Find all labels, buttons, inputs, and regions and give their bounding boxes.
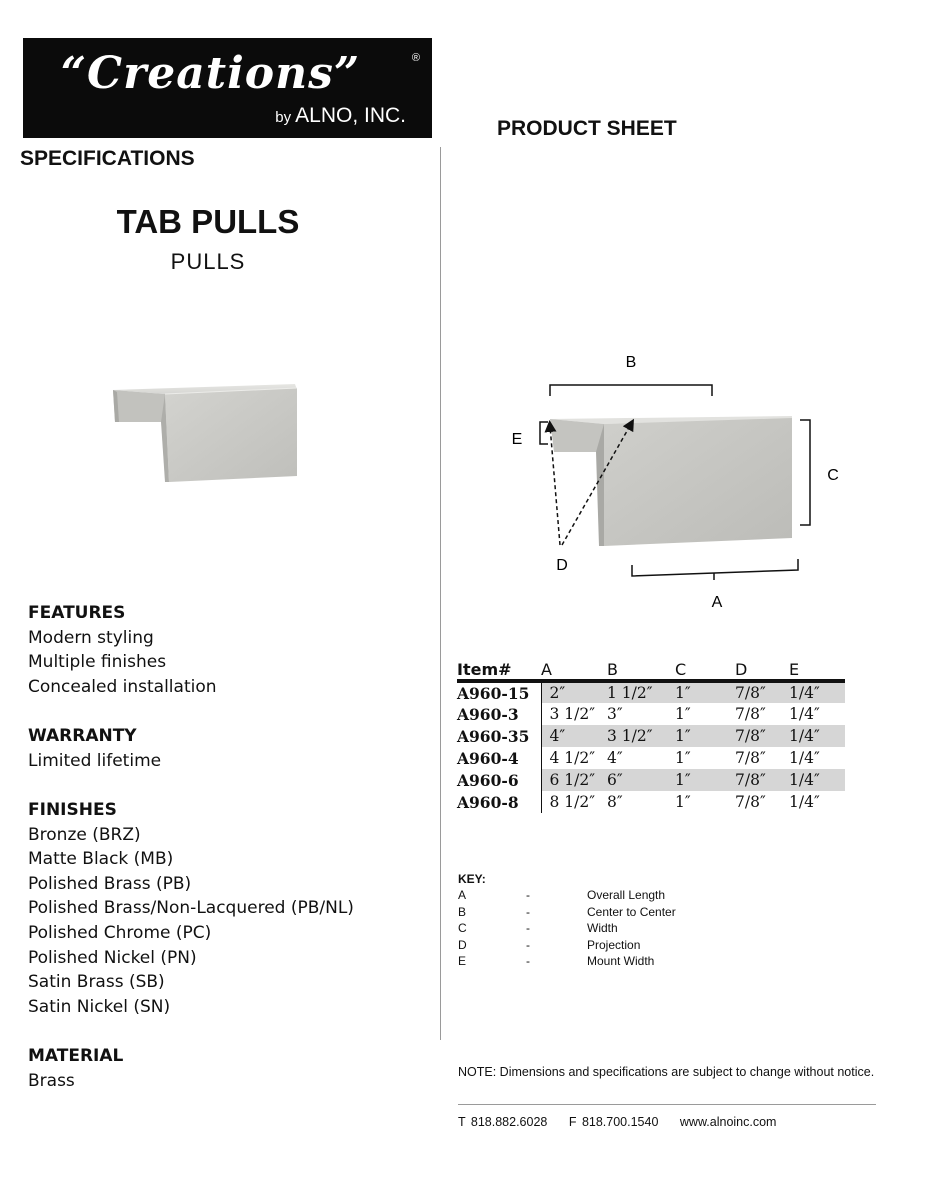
features-heading: FEATURES bbox=[28, 603, 126, 623]
cell-d: 7/8″ bbox=[735, 681, 789, 703]
table-row bbox=[457, 725, 845, 747]
cell-item: A960-8 bbox=[457, 792, 519, 812]
key-dash: - bbox=[526, 888, 530, 902]
dimension-d-label: D bbox=[556, 557, 568, 574]
specifications-heading: SPECIFICATIONS bbox=[20, 147, 195, 170]
dimension-c-label: C bbox=[827, 467, 839, 484]
product-title: TAB PULLS bbox=[116, 203, 300, 240]
warranty-item: Limited lifetime bbox=[28, 750, 162, 771]
cell-c: 1″ bbox=[675, 749, 691, 767]
table-header-row bbox=[457, 659, 845, 681]
key-dash: - bbox=[526, 904, 530, 919]
logo-by: by bbox=[275, 109, 292, 126]
cell-a: 4″ bbox=[541, 725, 607, 747]
product-image bbox=[105, 378, 305, 486]
cell-b: 6″ bbox=[607, 769, 675, 791]
finish-item: Polished Chrome (PC) bbox=[28, 922, 212, 943]
product-category: PULLS bbox=[170, 249, 246, 274]
cell-e: 1/4″ bbox=[789, 749, 820, 767]
key-description: Width bbox=[587, 921, 618, 935]
table-row bbox=[457, 681, 845, 703]
cell-d: 7/8″ bbox=[735, 725, 789, 747]
key-list bbox=[458, 887, 758, 970]
header-item: Item# bbox=[457, 659, 541, 681]
cell-a: 3 1/2″ bbox=[541, 703, 607, 725]
dimension-c-bracket bbox=[800, 420, 810, 525]
cell-e: 1/4″ bbox=[789, 769, 845, 791]
product-sheet-heading: PRODUCT SHEET bbox=[497, 117, 677, 140]
contact-info bbox=[458, 1115, 792, 1129]
header-c: C bbox=[675, 659, 735, 681]
finish-item: Satin Brass (SB) bbox=[28, 972, 165, 993]
cell-item: A960-35 bbox=[457, 726, 530, 746]
cell-b: 1 1/2″ bbox=[607, 681, 675, 703]
dimension-a-bracket bbox=[632, 559, 798, 576]
dimension-b-bracket bbox=[550, 385, 712, 396]
features-section bbox=[28, 601, 217, 699]
finish-item: Satin Nickel (SN) bbox=[28, 996, 171, 1017]
feature-item: Modern styling bbox=[28, 627, 154, 648]
table-row bbox=[457, 791, 845, 813]
header-d: D bbox=[735, 659, 789, 681]
key-letter: C bbox=[458, 921, 467, 935]
cell-item: A960-15 bbox=[457, 683, 530, 703]
key-description: Projection bbox=[587, 937, 641, 952]
cell-d: 7/8″ bbox=[735, 705, 766, 723]
warranty-section bbox=[28, 724, 161, 773]
key-description: Center to Center bbox=[587, 904, 676, 919]
finish-item: Polished Brass/Non-Lacquered (PB/NL) bbox=[28, 898, 354, 919]
cell-b: 3″ bbox=[607, 705, 623, 723]
finish-item: Matte Black (MB) bbox=[28, 849, 174, 870]
key-letter: D bbox=[458, 937, 467, 952]
cell-e: 1/4″ bbox=[789, 793, 820, 811]
cell-a: 8 1/2″ bbox=[541, 791, 607, 813]
diagram-tab bbox=[550, 419, 604, 452]
cell-e: 1/4″ bbox=[789, 705, 820, 723]
header-e: E bbox=[789, 659, 845, 681]
dimension-e-bracket bbox=[540, 422, 548, 444]
key-title: KEY: bbox=[458, 872, 486, 886]
table-row bbox=[457, 747, 845, 769]
material-section bbox=[28, 1044, 123, 1093]
key-dash: - bbox=[526, 954, 530, 968]
key-description: Overall Length bbox=[587, 888, 666, 902]
diagram-front-face bbox=[604, 418, 792, 546]
key-description: Mount Width bbox=[587, 954, 655, 968]
cell-a: 2″ bbox=[541, 681, 607, 703]
dimension-b-label: B bbox=[625, 354, 637, 371]
cell-c: 1″ bbox=[675, 769, 735, 791]
cell-a: 6 1/2″ bbox=[541, 769, 607, 791]
phone-number: T 818.882.6028 bbox=[458, 1115, 548, 1129]
cell-b: 8″ bbox=[607, 793, 623, 811]
finishes-section bbox=[28, 798, 354, 1019]
brand-logo bbox=[23, 38, 432, 138]
cell-item: A960-4 bbox=[457, 748, 519, 768]
dimension-diagram bbox=[500, 340, 860, 615]
table-row bbox=[457, 703, 845, 725]
header-a: A bbox=[541, 659, 607, 681]
key-row bbox=[458, 904, 758, 921]
cell-e: 1/4″ bbox=[789, 681, 845, 703]
key-letter: E bbox=[458, 954, 467, 968]
cell-c: 1″ bbox=[675, 793, 691, 811]
disclaimer-note: NOTE: Dimensions and specifications are subject to change without notice. bbox=[458, 1065, 875, 1079]
logo-company-name: ALNO, INC. bbox=[295, 104, 406, 127]
table-row bbox=[457, 769, 845, 791]
cell-b: 3 1/2″ bbox=[607, 725, 675, 747]
finish-item: Polished Brass (PB) bbox=[28, 873, 192, 894]
cell-d: 7/8″ bbox=[735, 769, 789, 791]
vertical-divider bbox=[440, 147, 441, 1040]
logo-brand-name: “Creations” bbox=[60, 48, 361, 99]
fax-number: F 818.700.1540 bbox=[568, 1115, 659, 1129]
key-letter: A bbox=[458, 888, 467, 902]
finish-item: Polished Nickel (PN) bbox=[28, 947, 197, 968]
cell-e: 1/4″ bbox=[789, 725, 845, 747]
dimensions-table bbox=[457, 659, 845, 813]
website-link[interactable]: www.alnoinc.com bbox=[679, 1115, 777, 1129]
cell-c: 1″ bbox=[675, 681, 735, 703]
feature-item: Concealed installation bbox=[28, 676, 217, 697]
finish-item: Bronze (BRZ) bbox=[28, 824, 141, 845]
key-row bbox=[458, 887, 758, 904]
cell-d: 7/8″ bbox=[735, 749, 766, 767]
cell-d: 7/8″ bbox=[735, 793, 766, 811]
cell-item: A960-6 bbox=[457, 770, 519, 790]
dimension-e-label: E bbox=[511, 431, 523, 448]
feature-item: Multiple finishes bbox=[28, 652, 167, 673]
footer-divider bbox=[458, 1104, 876, 1105]
cell-item: A960-3 bbox=[457, 704, 519, 724]
key-letter: B bbox=[458, 904, 467, 919]
cell-b: 4″ bbox=[607, 749, 623, 767]
logo-registered-mark: ® bbox=[411, 52, 420, 64]
cell-c: 1″ bbox=[675, 725, 735, 747]
finishes-heading: FINISHES bbox=[28, 800, 117, 820]
key-dash: - bbox=[526, 937, 530, 952]
key-row bbox=[458, 920, 758, 937]
dimension-a-label: A bbox=[711, 594, 723, 611]
material-item: Brass bbox=[28, 1070, 75, 1091]
key-row bbox=[458, 937, 758, 954]
cell-c: 1″ bbox=[675, 705, 691, 723]
material-heading: MATERIAL bbox=[28, 1046, 124, 1066]
cell-a: 4 1/2″ bbox=[541, 747, 607, 769]
key-row bbox=[458, 953, 758, 970]
key-dash: - bbox=[526, 921, 530, 935]
logo-company bbox=[275, 104, 406, 128]
warranty-heading: WARRANTY bbox=[28, 726, 137, 746]
header-b: B bbox=[607, 659, 675, 681]
